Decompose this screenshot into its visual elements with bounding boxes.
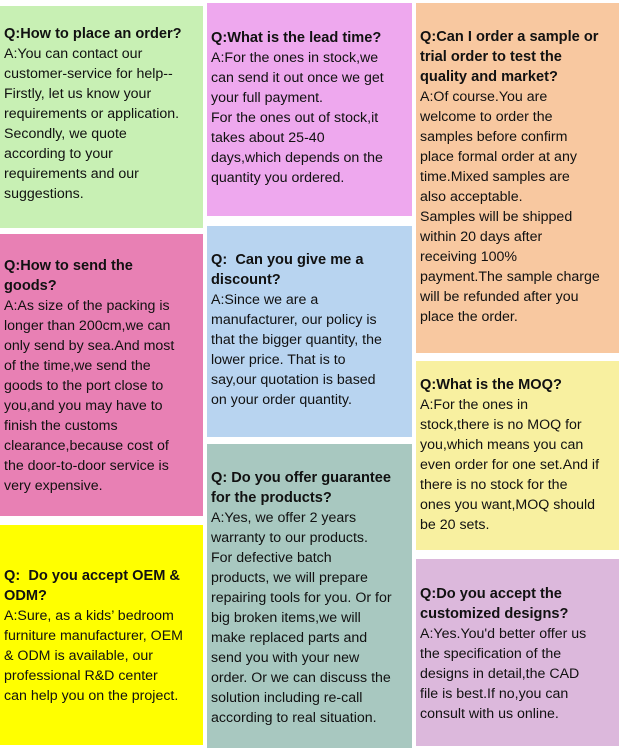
faq-answer: A:As size of the packing is longer than 200cm,we can only send by sea.And most of the time,we send the goods to the port close to you,and you may have to finish the customs clearance,because cost of the door-to-door service is very expensive. bbox=[4, 298, 175, 494]
faq-card-moq bbox=[416, 361, 619, 550]
faq-answer: A:Since we are a manufacturer, our policy is that the bigger quantity, the lower price. That is to say,our quotation is based on your order quantity. bbox=[211, 292, 382, 408]
faq-question: Q:Can I order a sample or trial order to test the quality and market? bbox=[420, 29, 599, 85]
faq-question: Q:What is the lead time? bbox=[211, 30, 382, 46]
faq-question: Q:How to send the goods? bbox=[4, 258, 133, 294]
faq-answer: A:Yes, we offer 2 years warranty to our products. For defective batch products, we will prepare repairing tools for you. Or for big broken items,we will make replaced parts and send you with your new order. Or we can discuss the solution including re-call according to real situation. bbox=[211, 510, 392, 726]
faq-card-discount bbox=[207, 226, 412, 437]
faq-card-customized-designs bbox=[416, 559, 619, 746]
faq-question: Q:What is the MOQ? bbox=[420, 377, 562, 393]
faq-question: Q: Do you accept OEM & ODM? bbox=[4, 568, 180, 604]
faq-question: Q: Do you offer guarantee for the products? bbox=[211, 470, 392, 506]
faq-card-oem-odm bbox=[0, 525, 203, 745]
faq-answer: A:Sure, as a kids’ bedroom furniture manufacturer, OEM & ODM is available, our professional R&D center can help you on the project. bbox=[4, 608, 183, 704]
faq-question: Q: Can you give me a discount? bbox=[211, 252, 364, 288]
faq-answer: A:Of course.You are welcome to order the samples before confirm place formal order at any time.Mixed samples are also acceptable. Samples will be shipped within 20 days after receiving 100% payment.The sample charge will be refunded after you place the order. bbox=[420, 89, 600, 325]
faq-question: Q:How to place an order? bbox=[4, 26, 182, 42]
faq-answer: A:For the ones in stock,there is no MOQ for you,which means you can even order for one set.And if there is no stock for the ones you want,MOQ should be 20 sets. bbox=[420, 397, 600, 533]
faq-card-place-order bbox=[0, 6, 203, 228]
faq-answer: A:For the ones in stock,we can send it out once we get your full payment. For the ones out of stock,it takes about 25-40 days,which depends on the quantity you ordered. bbox=[211, 50, 384, 186]
faq-card-send-goods bbox=[0, 234, 203, 516]
faq-card-sample-order bbox=[416, 3, 619, 353]
faq-answer: A:Yes.You'd better offer us the specification of the designs in detail,the CAD file is best.If no,you can consult with us online. bbox=[420, 626, 587, 722]
faq-question: Q:Do you accept the customized designs? bbox=[420, 586, 569, 622]
faq-card-guarantee bbox=[207, 444, 412, 748]
faq-card-lead-time bbox=[207, 3, 412, 216]
faq-answer: A:You can contact our customer-service for help-- Firstly, let us know your requirements or application. Secondly, we quote according to your requirements and our suggestions. bbox=[4, 46, 180, 202]
